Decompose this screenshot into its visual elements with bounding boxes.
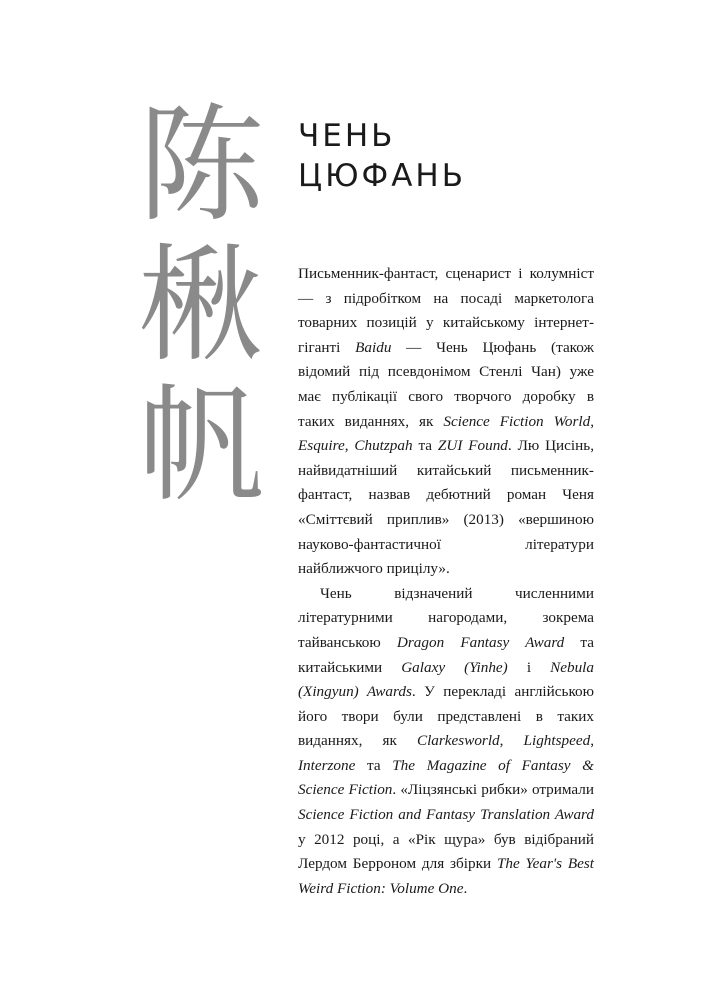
chinese-name-char-1: 陈 <box>138 92 264 239</box>
italic-title: Science Fiction World <box>443 412 591 430</box>
text-run: у 2012 році, а «Рік щура» був відібраний Лердом Берроном для збірки <box>298 830 594 873</box>
author-name-heading <box>298 116 466 196</box>
bio-paragraph-1 <box>298 262 594 582</box>
italic-title: Esquire <box>298 437 345 455</box>
text-run: , <box>499 732 524 750</box>
italic-title: Interzone <box>298 756 356 774</box>
italic-title: Dragon Fantasy Award <box>396 633 565 651</box>
bio-paragraph-2 <box>298 582 594 902</box>
author-name-line-2: ЦЮФАНЬ <box>298 158 467 194</box>
italic-title: Nebula (Xingyun) Awards <box>298 658 594 701</box>
author-biography <box>298 262 594 901</box>
text-run: , <box>590 732 594 750</box>
text-run: та <box>355 756 393 774</box>
italic-title: Science Fiction and Fantasy Translation Award <box>298 806 594 824</box>
text-run: та <box>412 437 438 455</box>
text-run: — Чень Цюфань (також відомий під псевдонімом Стенлі Чан) уже має публікації свого творчого доробку в таких виданнях, як <box>298 338 594 430</box>
chinese-name-column <box>136 92 266 519</box>
italic-title: Chutzpah <box>354 437 413 455</box>
text-run: і <box>507 658 551 676</box>
chinese-name-char-3: 帆 <box>138 372 264 519</box>
text-run: . У перекладі англійською його твори були представлені в таких виданнях, як <box>298 683 594 750</box>
italic-title: ZUI Found <box>437 437 508 455</box>
author-name-line-1: ЧЕНЬ <box>298 118 396 154</box>
italic-title: Galaxy (Yinhe) <box>401 658 508 676</box>
text-run: Чень відзначений численними літературними нагородами, зокрема тайванською <box>298 584 594 651</box>
italic-title: Baidu <box>355 338 392 356</box>
italic-title: The Magazine of Fantasy & Science Fiction <box>298 756 594 799</box>
text-run: Письменник-фантаст, сценарист і колумніст — з підробітком на посаді маркетолога товарних позицій у китайському інтернет-гіганті <box>298 265 594 356</box>
text-run: , <box>344 437 355 455</box>
italic-title: Clarkesworld <box>416 732 500 750</box>
text-run: . Лю Цисінь, найвидатніший китайський письменник-фантаст, назвав дебютний роман Ченя «Сміттєвий приплив» (2013) «вершиною науково-фантастичної літератури найближчого прицілу». <box>298 437 594 578</box>
chinese-name-char-2: 楸 <box>138 232 264 379</box>
italic-title: The Year's Best Weird Fiction: Volume One <box>298 855 594 897</box>
text-run: . «Ліцзянські рибки» отримали <box>392 781 594 799</box>
text-run: , <box>590 412 594 430</box>
text-run: та китайськими <box>298 633 594 676</box>
italic-title: Lightspeed <box>523 732 591 750</box>
text-run: . <box>463 879 468 897</box>
